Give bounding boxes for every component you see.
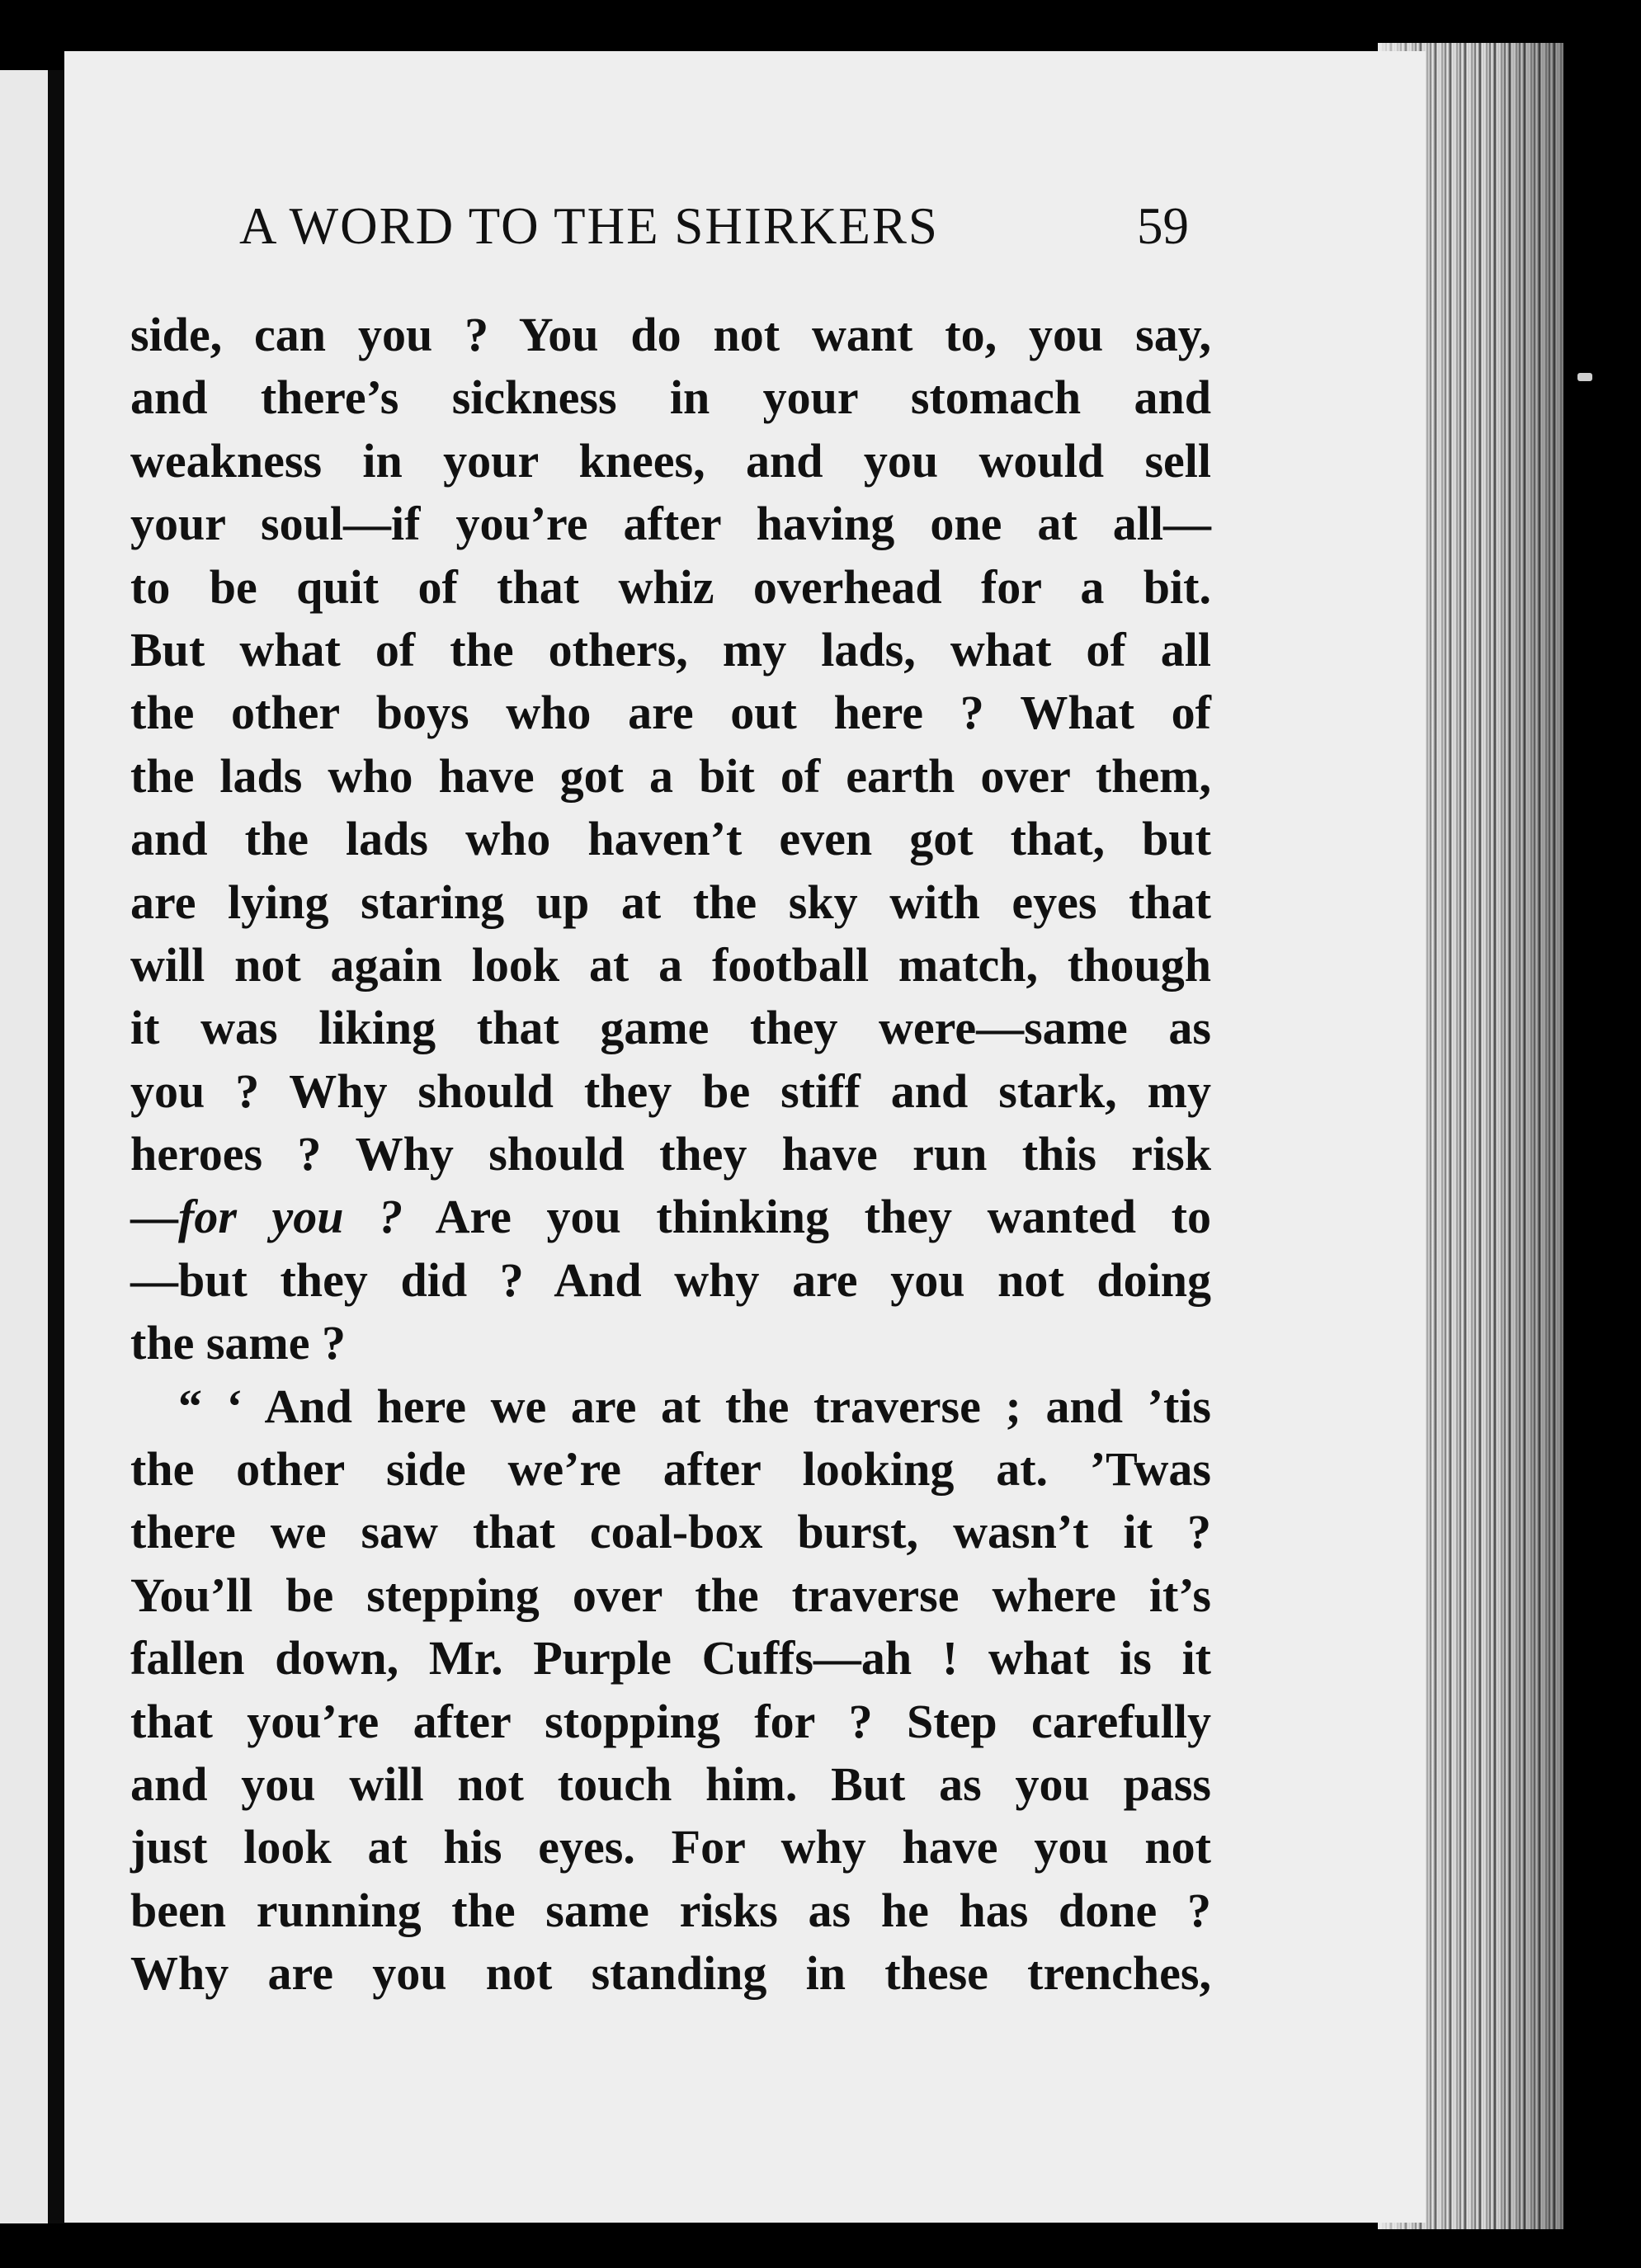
text-line: fallen down, Mr. Purple Cuffs—ah ! what is it xyxy=(130,1631,1211,1686)
dash: — xyxy=(130,1190,178,1244)
body-text xyxy=(130,304,1211,2006)
text-line: side, can you ? You do not want to, you say, xyxy=(130,308,1211,361)
text-line: to be quit of that whiz overhead for a bit. xyxy=(130,559,1211,614)
text-line: and you will not touch him. But as you pass xyxy=(130,1756,1211,1811)
text-line: and there’s sickness in your stomach and xyxy=(130,370,1211,425)
text-line: —but they did ? And why are you not doing xyxy=(130,1252,1211,1307)
page-number: 59 xyxy=(1137,197,1189,255)
text-line: But what of the others, my lads, what of all xyxy=(130,622,1211,677)
text-line: Why are you not standing in these trenches, xyxy=(130,1946,1211,2001)
text-line: just look at his eyes. For why have you not xyxy=(130,1820,1211,1874)
text-line: heroes ? Why should they have run this risk xyxy=(130,1127,1211,1181)
text-line: and the lads who haven’t even got that, but xyxy=(130,812,1211,866)
running-title: A WORD TO THE SHIRKERS xyxy=(239,197,939,255)
text-line: the other boys who are out here ? What of xyxy=(130,686,1211,740)
italic-phrase: for you ? xyxy=(178,1190,403,1244)
text-line: your soul—if you’re after having one at all— xyxy=(130,497,1211,551)
text-line: weakness in your knees, and you would sell xyxy=(130,433,1211,488)
text-line: that you’re after stopping for ? Step carefully xyxy=(130,1694,1211,1748)
running-head xyxy=(132,196,1205,271)
text-line-with-italic xyxy=(130,1186,1211,1248)
text-line: are lying staring up at the sky with eyes that xyxy=(130,875,1211,929)
paragraph-end-line: the same ? xyxy=(130,1316,346,1370)
text-line: you ? Why should they be stiff and stark, my xyxy=(130,1063,1211,1118)
gutter xyxy=(48,70,64,2223)
text-line: been running the same risks as he has done ? xyxy=(130,1883,1211,1937)
facing-page-edge xyxy=(0,70,48,2223)
line-rest: Are you thinking they wanted to xyxy=(403,1190,1211,1244)
scan-speck xyxy=(1577,373,1592,381)
text-line: the lads who have got a bit of earth over them, xyxy=(130,748,1211,803)
text-line: there we saw that coal-box burst, wasn’t it ? xyxy=(130,1505,1211,1559)
text-line: the other side we’re after looking at. ’Twas xyxy=(130,1442,1211,1497)
text-line: it was liking that game they were—same as xyxy=(130,1001,1211,1055)
text-line: will not again look at a football match, though xyxy=(130,937,1211,992)
text-line: You’ll be stepping over the traverse where it’s xyxy=(130,1568,1211,1622)
paragraph-start-line: “ ‘ And here we are at the traverse ; and ’tis xyxy=(178,1379,1211,1433)
